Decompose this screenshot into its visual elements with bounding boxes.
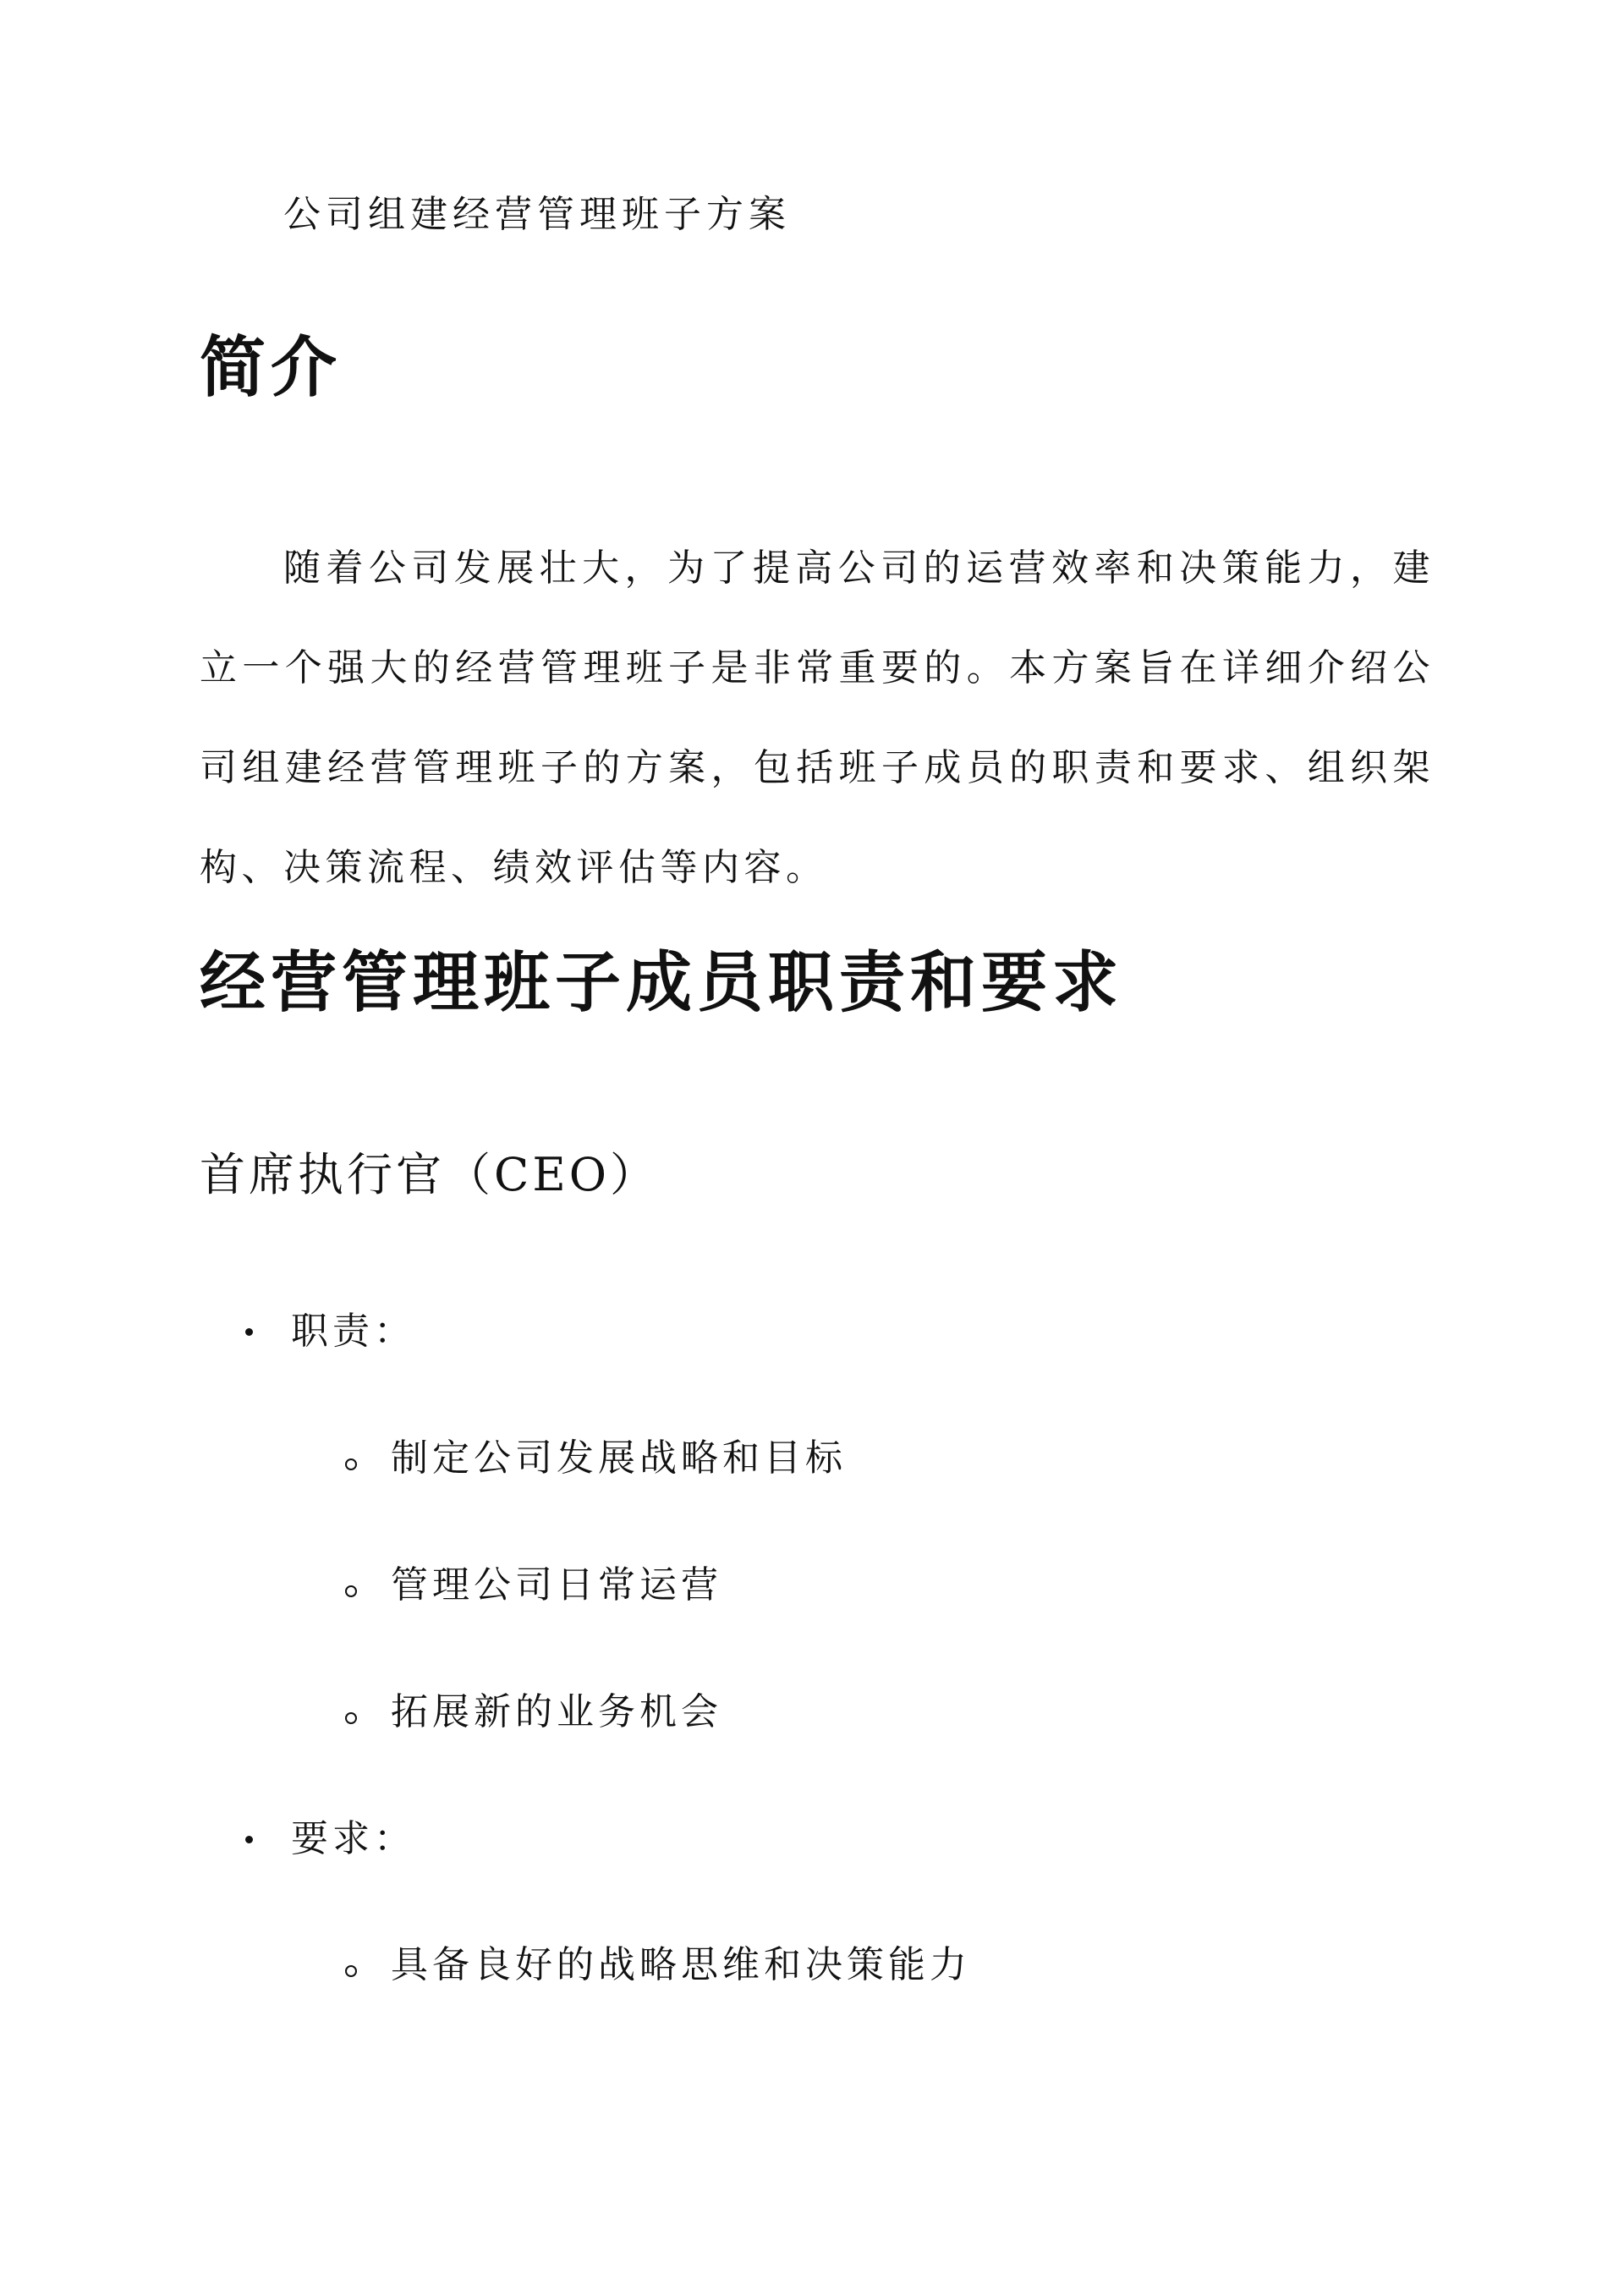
list-item	[345, 1943, 971, 1988]
bullet-dot-icon	[245, 1328, 253, 1336]
duties-label: 职责：	[291, 1310, 415, 1353]
list-item-duties	[245, 1310, 415, 1354]
list-item-requirements	[245, 1817, 415, 1862]
intro-paragraph: 随着公司发展壮大，为了提高公司的运营效率和决策能力，建立一个强大的经营管理班子是非常重要的。本方案旨在详细介绍公司组建经营管理班子的方案，包括班子成员的职责和要求、组织架构、决策流程、绩效评估等内容。	[200, 547, 1435, 889]
bullet-circle-icon	[345, 1458, 357, 1470]
list-item	[345, 1563, 722, 1608]
list-item-text: 制定公司发展战略和目标	[391, 1436, 847, 1480]
requirements-label: 要求：	[291, 1817, 415, 1860]
bullet-dot-icon	[245, 1836, 253, 1843]
list-item	[345, 1436, 847, 1481]
bullet-circle-icon	[345, 1585, 357, 1597]
bullet-circle-icon	[345, 1965, 357, 1977]
document-title: 公司组建经营管理班子方案	[283, 193, 791, 236]
bullet-circle-icon	[345, 1712, 357, 1724]
list-item-text: 拓展新的业务机会	[391, 1690, 722, 1733]
list-item-text: 管理公司日常运营	[391, 1563, 722, 1607]
list-item-text: 具备良好的战略思维和决策能力	[391, 1943, 971, 1986]
section-heading-intro: 简介	[200, 329, 343, 406]
section-heading-member-duties: 经营管理班子成员职责和要求	[200, 944, 1124, 1021]
subsection-heading-ceo: 首席执行官（CEO）	[200, 1148, 660, 1201]
list-item	[345, 1690, 722, 1735]
